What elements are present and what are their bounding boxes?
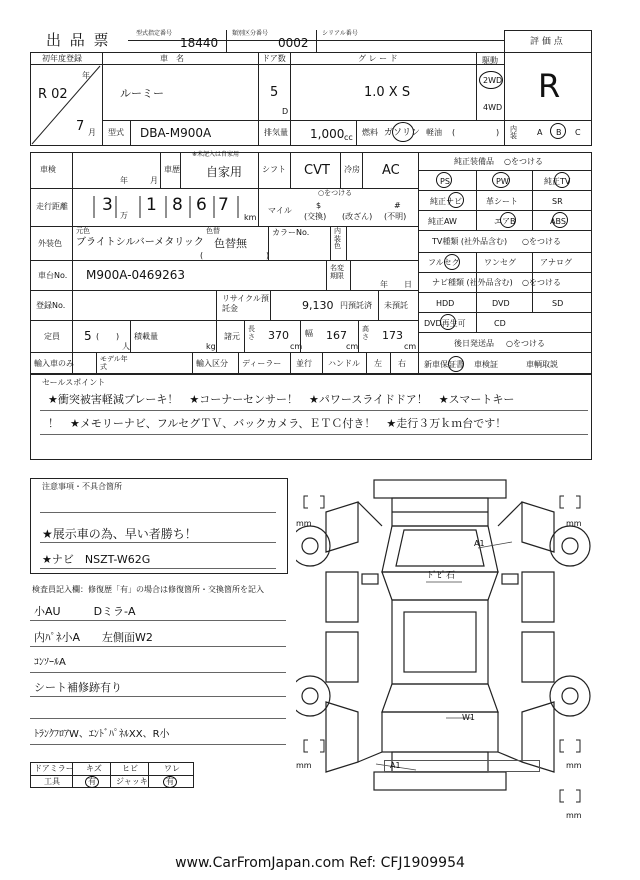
- date-slash: [30, 64, 102, 146]
- notes-label: 注意事項・不具合箇所: [42, 482, 122, 491]
- diagram-dabi: ﾄﾞﾋﾟ石: [428, 571, 456, 581]
- eq-ps: PS: [440, 177, 450, 186]
- doors-label: ドア数: [262, 54, 286, 63]
- inspector-line3: ｺﾝｿｰﾙA: [34, 657, 66, 668]
- paint-value: 色替無: [214, 237, 247, 250]
- era-value: R 02: [38, 87, 68, 102]
- capacity-label: 定員: [44, 332, 60, 341]
- first-reg-label: 初年度登録: [42, 54, 82, 63]
- drive-label: 駆動: [482, 56, 498, 65]
- interior-label: 内装: [510, 125, 517, 140]
- ac-value: AC: [382, 163, 400, 178]
- sales-line2: ！ ★メモリーナビ、フルセグＴＶ、バックカメラ、ＥＴＣ付き！ ★走行３万ｋｍ台です！: [48, 417, 507, 430]
- sales-line1: ★衝突被害軽減ブレーキ！ ★コーナーセンサー！ ★パワースライドドア！ ★スマートキー: [48, 393, 515, 406]
- notes-line1: ★展示車の為、早い者勝ち！: [42, 527, 197, 541]
- eq-sr: SR: [552, 197, 563, 206]
- chassis-label: 車台No.: [38, 271, 68, 280]
- score-label: 評 価 点: [530, 37, 563, 47]
- import-label: 輸入車のみ: [34, 359, 74, 368]
- dims-label: 諸元: [224, 332, 240, 341]
- sheet-title: 出 品 票: [46, 31, 111, 49]
- model-cert-value: 18440: [180, 36, 219, 50]
- inspector-label: 検査員記入欄：修復歴「有」の場合は修復箇所・交換箇所を記入: [32, 585, 264, 594]
- inspection-label: 車検: [40, 165, 56, 174]
- ac-label: 冷房: [344, 165, 360, 174]
- inspector-line2: 内ﾊﾟﾈ小A 左側面W2: [34, 631, 153, 644]
- notes-line2: ★ナビ NSZT-W62G: [42, 553, 151, 566]
- grade-label: グ レ ー ド: [358, 54, 398, 63]
- model-cert-label: 型式指定番号: [136, 30, 173, 37]
- tv-title: TV種類 (社外品含む): [432, 237, 508, 246]
- type-label: 型式: [108, 128, 124, 137]
- capacity-value: 5: [84, 329, 92, 343]
- load-label: 積載量: [134, 332, 158, 341]
- colorno-label: カラーNo.: [272, 228, 310, 237]
- name-change-label: 名変期限: [330, 264, 344, 281]
- doors-value: 5: [270, 85, 279, 100]
- type-value: DBA-M900A: [140, 126, 212, 140]
- drive-2wd: 2WD: [483, 76, 503, 85]
- color-label: 外装色: [38, 239, 62, 248]
- car-name-value: ルーミー: [120, 87, 164, 100]
- disp-value: 1,000: [310, 127, 345, 141]
- class-value: 0002: [278, 36, 309, 50]
- interior-color-label: 内装色: [334, 227, 341, 251]
- grade-value: 1.0 X S: [364, 85, 411, 100]
- score-value: R: [538, 67, 561, 105]
- eq-pw: PW: [496, 177, 509, 186]
- disp-label: 排気量: [264, 128, 288, 137]
- registration-label: 登録No.: [36, 301, 66, 310]
- car-name-label: 車 名: [160, 54, 184, 63]
- mile-label: マイル: [268, 206, 292, 215]
- eq-navi: 純正ナビ: [430, 197, 462, 206]
- diagram-a1-top: A1: [474, 539, 485, 548]
- eq-abs: ABS: [550, 217, 566, 226]
- class-label: 類別区分番号: [232, 30, 269, 37]
- color-value: ブライトシルバーメタリック: [76, 237, 204, 248]
- eq-tv: 純正TV: [544, 177, 571, 186]
- chassis-value: M900A-0469263: [86, 268, 185, 282]
- footer-url: www.CarFromJapan.com Ref: CFJ1909954: [175, 855, 465, 871]
- diagram-a1-bottom: A1: [390, 761, 401, 770]
- equipment-title: 純正装備品: [454, 157, 494, 166]
- serial-label: シリアル番号: [322, 30, 358, 37]
- mileage-label: 走行距離: [36, 202, 68, 211]
- usage-label: 車歴: [164, 165, 180, 174]
- inspector-line1: 小AU Dミラ-A: [34, 605, 136, 618]
- diagram-w1: W1: [462, 713, 475, 722]
- fuel-circle: [392, 122, 414, 142]
- docs-title: 後日発送品: [454, 339, 494, 348]
- fuel-value: ガソリン: [384, 128, 421, 138]
- usage-value: 自家用: [206, 165, 243, 179]
- length-value: 370: [268, 329, 289, 342]
- eq-leather: 革シート: [486, 197, 518, 206]
- drive-4wd: 4WD: [483, 103, 503, 112]
- eq-aw: 純正AW: [428, 217, 457, 226]
- recycle-value: 9,130: [302, 299, 334, 312]
- width-value: 167: [326, 329, 347, 342]
- interior-b-circle: [550, 123, 566, 139]
- drive-2wd-circle: [479, 71, 503, 89]
- fuel-label: 燃料: [362, 128, 378, 137]
- sales-label: セールスポイント: [42, 378, 106, 387]
- recycle-label: リサイクル預託金: [222, 294, 269, 313]
- shift-value: CVT: [304, 163, 330, 178]
- eq-airbag: エアB: [494, 217, 516, 226]
- height-value: 173: [382, 329, 403, 342]
- month-value: 7: [76, 119, 85, 134]
- navi-title: ナビ種類 (社外品含む): [432, 278, 513, 287]
- inspector-line5: ﾄﾗﾝｸﾌﾛｱW、ｴﾝﾄﾞﾊﾟﾈﾙXX、R小: [34, 729, 170, 740]
- shift-label: シフト: [262, 165, 286, 174]
- inspector-line4: シート補修跡有り: [34, 681, 122, 694]
